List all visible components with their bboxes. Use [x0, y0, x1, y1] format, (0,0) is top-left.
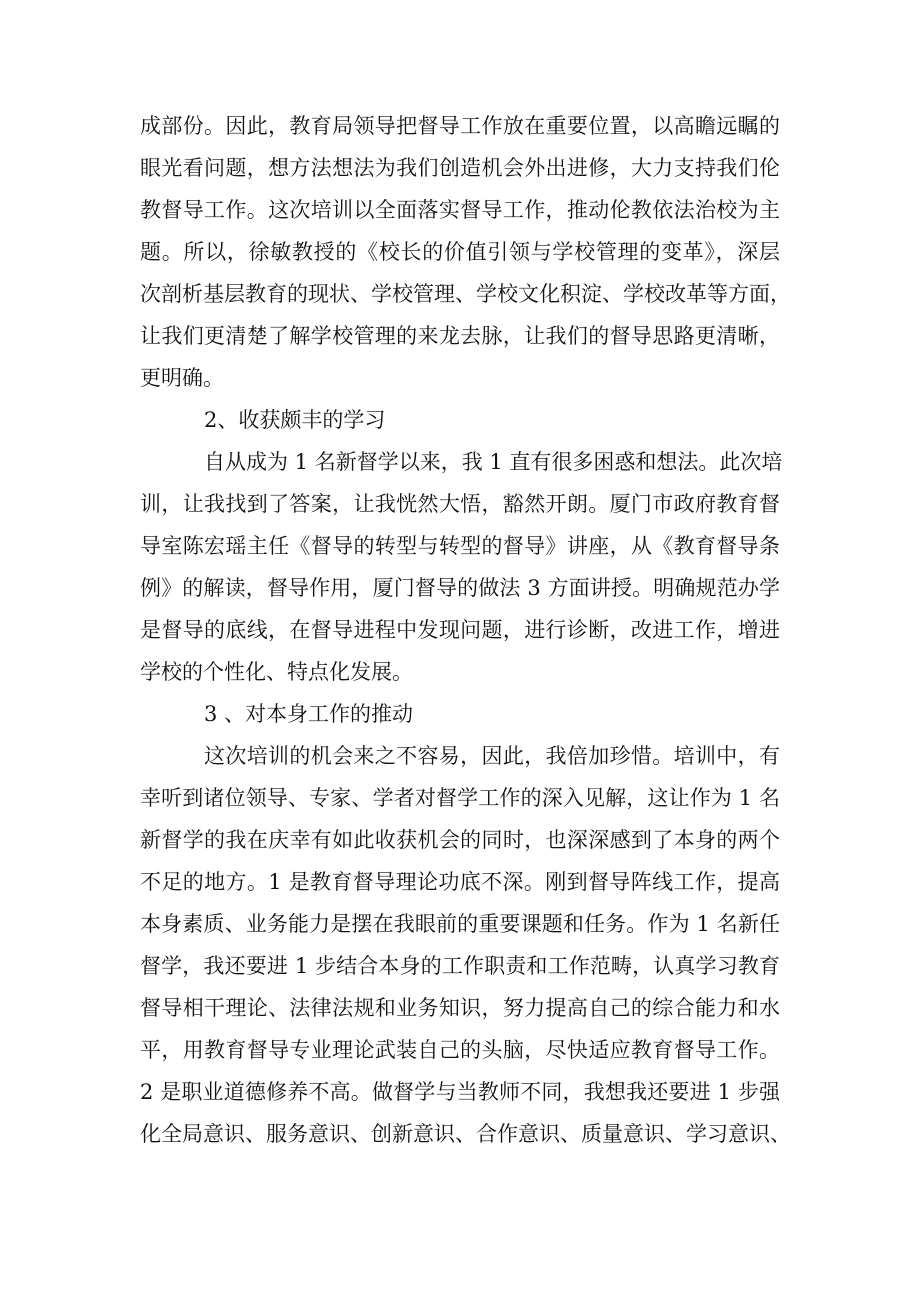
paragraph-line: 督学，我还要进 1 步结合本身的工作职责和工作范畴，认真学习教育	[140, 954, 780, 978]
paragraph-line: 督导相干理论、法律法规和业务知识，努力提高自己的综合能力和水	[140, 996, 780, 1020]
section-heading: 2、收获颇丰的学习	[204, 408, 386, 432]
paragraph-line: 化全局意识、服务意识、创新意识、合作意识、质量意识、学习意识、	[140, 1122, 791, 1146]
paragraph-line: 自从成为 1 名新督学以来，我 1 直有很多困惑和想法。此次培	[204, 450, 783, 474]
paragraph-line: 更明确。	[140, 366, 224, 390]
paragraph-line: 这次培训的机会来之不容易，因此，我倍加珍惜。培训中，有	[204, 744, 780, 768]
paragraph-line: 眼光看问题，想方法想法为我们创造机会外出进修，大力支持我们伦	[140, 156, 780, 180]
paragraph-line: 训，让我找到了答案，让我恍然大悟，豁然开朗。厦门市政府教育督	[140, 492, 780, 516]
paragraph-line: 平，用教育督导专业理论武装自己的头脑，尽快适应教育督导工作。	[140, 1038, 780, 1062]
section-heading: 3 、对本身工作的推动	[204, 702, 414, 726]
paragraph-line: 幸听到诸位领导、专家、学者对督学工作的深入见解，这让作为 1 名	[140, 786, 780, 810]
paragraph-line: 成部份。因此，教育局领导把督导工作放在重要位置，以高瞻远瞩的	[140, 114, 780, 138]
paragraph-line: 是督导的底线，在督导进程中发现问题，进行诊断，改进工作，增进	[140, 618, 780, 642]
paragraph-line: 导室陈宏瑶主任《督导的转型与转型的督导》讲座，从《教育督导条	[140, 534, 780, 558]
paragraph-line: 新督学的我在庆幸有如此收获机会的同时，也深深感到了本身的两个	[140, 828, 780, 852]
paragraph-line: 2 是职业道德修养不高。做督学与当教师不同，我想我还要进 1 步强	[140, 1080, 780, 1104]
paragraph-line: 例》的解读，督导作用，厦门督导的做法 3 方面讲授。明确规范办学	[140, 576, 780, 600]
paragraph-line: 题。所以，徐敏教授的《校长的价值引领与学校管理的变革》，深层	[140, 240, 780, 264]
paragraph-line: 让我们更清楚了解学校管理的来龙去脉，让我们的督导思路更清晰，	[140, 324, 780, 348]
paragraph-line: 学校的个性化、特点化发展。	[140, 660, 413, 684]
paragraph-line: 本身素质、业务能力是摆在我眼前的重要课题和任务。作为 1 名新任	[140, 912, 780, 936]
paragraph-line: 教督导工作。这次培训以全面落实督导工作，推动伦教依法治校为主	[140, 198, 780, 222]
paragraph-line: 次剖析基层教育的现状、学校管理、学校文化积淀、学校改革等方面，	[140, 282, 791, 306]
paragraph-line: 不足的地方。1 是教育督导理论功底不深。刚到督导阵线工作，提高	[140, 870, 780, 894]
